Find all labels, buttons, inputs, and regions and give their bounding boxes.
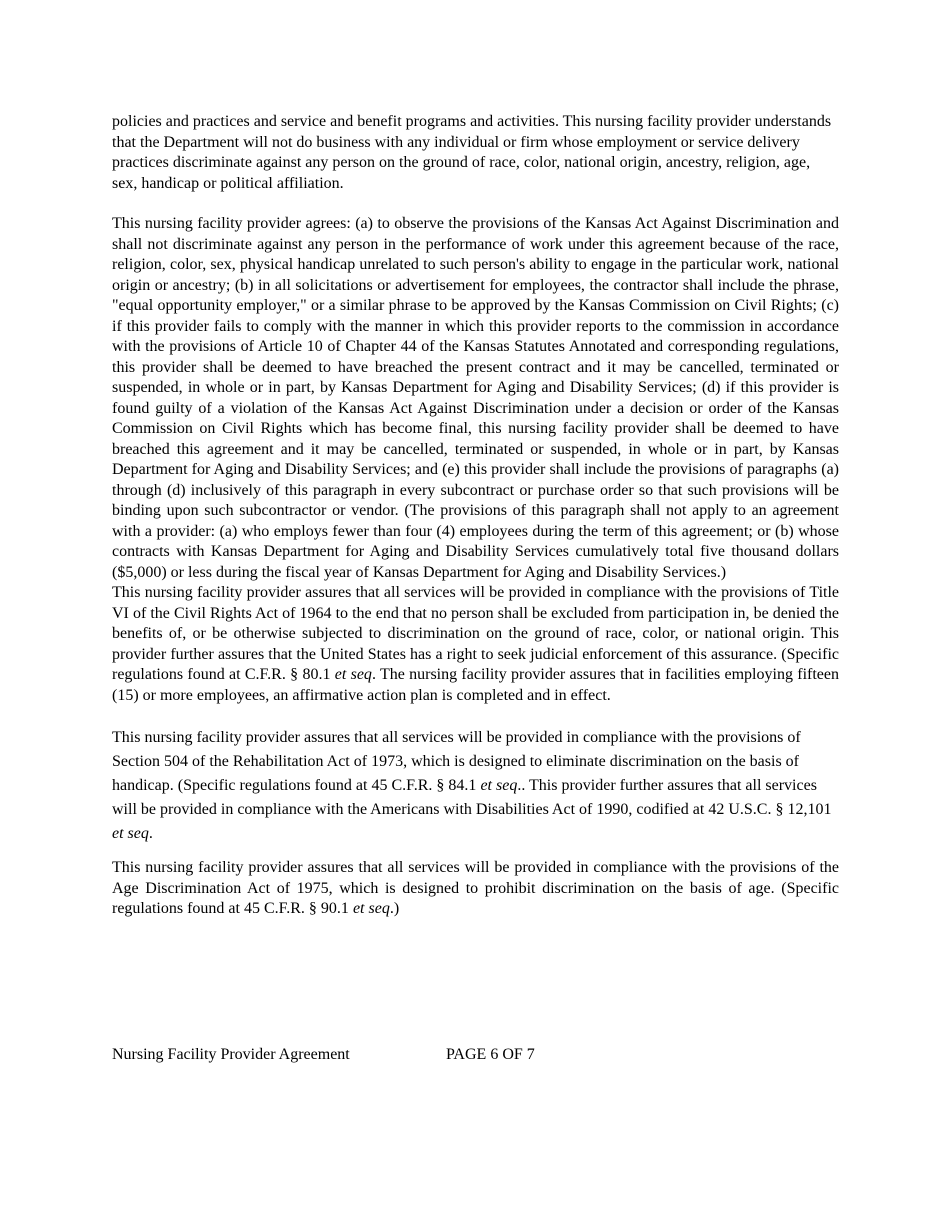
paragraph-title-vi-text-b: . The nursing facility provider assures that in facilities employing fifteen (15) or more employees, an affirmative action plan is completed and in effect. [112, 666, 839, 704]
paragraph-age-text-b: .) [389, 900, 400, 917]
paragraph-policies: policies and practices and service and benefit programs and activities. This nursing facility provider understands that the Department will not do business with any individual or firm whose employment or service delivery practices discriminate against any person on the ground of race, color, national origin, ancestry, religion, age, sex, handicap or political affiliation. [112, 113, 832, 192]
paragraph-title-vi-italic: et seq [334, 666, 372, 683]
paragraph-section-504-italic-1: et seq [480, 777, 518, 794]
footer-title: Nursing Facility Provider Agreement [112, 1046, 350, 1063]
paragraph-kansas-act: This nursing facility provider agrees: (a) to observe the provisions of the Kansas Act Against Discrimination and shall not discriminate against any person in the performance of work under this agreement because of the race, religion, color, sex, physical handicap unrelated to such person's ability to engage in the particular work, national origin or ancestry; (b) in all solicitations or advertisement for employees, the contractor shall include the phrase, "equal opportunity employer," or a similar phrase to be approved by the Kansas Commission on Civil Rights; (c) if this provider fails to comply with the manner in which this provider reports to the commission in accordance with the provisions of Article 10 of Chapter 44 of the Kansas Statutes Annotated and corresponding regulations, this provider shall be deemed to have breached the present contract and it may be cancelled, terminated or suspended, in whole or in part, by Kansas Department for Aging and Disability Services; (d) if this provider is found guilty of a violation of the Kansas Act Against Discrimination under a decision or order of the Kansas Commission on Civil Rights which has become final, this nursing facility provider shall be deemed to have breached this agreement and it may be cancelled, terminated or suspended, in whole or in part, by Kansas Department for Aging and Disability Services; and (e) this provider shall include the provisions of paragraphs (a) through (d) inclusively of this paragraph in every subcontract or purchase order so that such provisions will be binding upon such subcontractor or vendor. (The provisions of this paragraph shall not apply to an agreement with a provider: (a) who employs fewer than four (4) employees during the term of this agreement; or (b) whose contracts with Kansas Department for Aging and Disability Services cumulatively total five thousand dollars ($5,000) or less during the fiscal year of Kansas Department for Aging and Disability Services.) [112, 215, 839, 581]
paragraph-title-vi-text-a: This nursing facility provider assures that all services will be provided in compliance with the provisions of Title VI of the Civil Rights Act of 1964 to the end that no person shall be excluded from participation in, be denied the benefits of, or be otherwise subjected to discrimination on the ground of race, color, or national origin. This provider further assures that the United States has a right to seek judicial enforcement of this assurance. (Specific regulations found at C.F.R. § 80.1 [112, 584, 839, 683]
paragraph-title-vi [112, 583, 839, 706]
paragraph-section-504-italic-2: et seq [112, 825, 149, 842]
paragraph-section-504 [112, 726, 839, 846]
paragraph-age-discrimination [112, 858, 839, 920]
paragraph-section-504-text-a: This nursing facility provider assures that all services will be provided in compliance with the provisions of Section 504 of the Rehabilitation Act of 1973, which is designed to eliminate discrimination on the basis of handicap. (Specific regulations found at 45 C.F.R. § 84.1 [112, 729, 801, 794]
footer-page-number: PAGE 6 OF 7 [446, 1046, 535, 1063]
paragraph-age-italic: et seq [352, 900, 390, 917]
paragraph-section-504-text-c: . [148, 825, 153, 842]
document-body [112, 112, 839, 920]
paragraph-age-text-a: This nursing facility provider assures that all services will be provided in compliance with the provisions of the Age Discrimination Act of 1975, which is designed to prohibit discrimination on the basis of age. (Specific regulations found at 45 C.F.R. § 90.1 [112, 859, 839, 917]
paragraph-section-504-text-b: .. This provider further assures that all services will be provided in compliance with the Americans with Disabilities Act of 1990, codified at 42 U.S.C. § 12,101 [112, 777, 832, 818]
